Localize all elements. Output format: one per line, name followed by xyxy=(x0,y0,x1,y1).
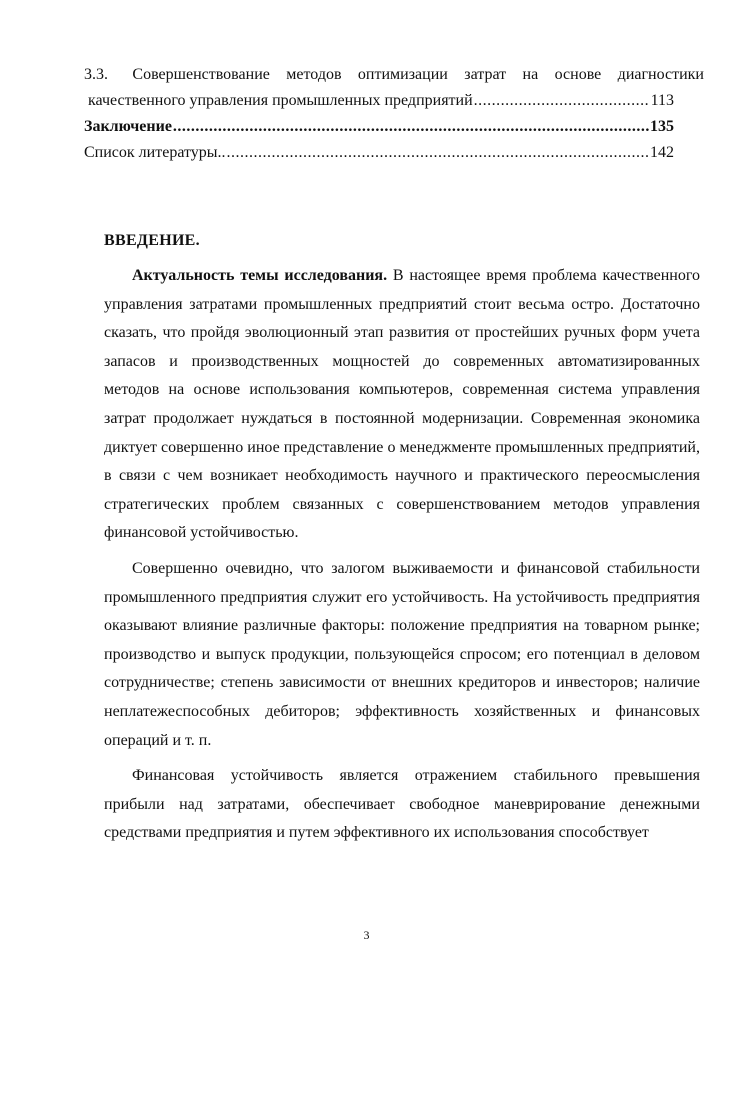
toc-item-page: 113 xyxy=(650,92,674,109)
toc-item-conclusion xyxy=(84,114,674,140)
toc-item-3-3-line1 xyxy=(84,62,704,88)
toc-dot-leader xyxy=(173,114,649,140)
toc-item-bibliography xyxy=(84,140,674,166)
toc-item-page: 135 xyxy=(650,118,674,135)
toc-item-page: 142 xyxy=(650,144,674,161)
toc-item-title-line2: качественного управления промышленных предприятий xyxy=(88,92,473,109)
paragraph: Совершенно очевидно, что залогом выживаемости и финансовой стабильности промышленного предприятия служит его устойчивость. На устойчивость предприятия оказывают влияние различные факторы: положение предприятия на товарном рынке; производство и выпуск продукции, пользующейся спросом; его потенциал в деловом сотрудничестве; степень зависимости от внешних кредиторов и инвесторов; наличие неплатежеспособных дебиторов; эффективность хозяйственных и финансовых операций и т. п. xyxy=(104,559,700,749)
toc-item-title: Заключение xyxy=(84,118,172,135)
toc-item-3-3-line2 xyxy=(84,88,674,114)
paragraph-text: В настоящее время проблема качественного управления затратами промышленных предприятий стоит весьма остро. Достаточно сказать, что пройдя эволюционный этап развития от простейших ручных форм учета запасов и производственных мощностей до современных автоматизированных методов на основе использования компьютеров, современная система управления затрат продолжает нуждаться в постоянной модернизации. Современная экономика диктует совершенно иное представление о менеджменте промышленных предприятий, в связи с чем возникает необходимость научного и практического переосмысления стратегических проблем связанных с совершенствованием методов управления финансовой устойчивостью. xyxy=(104,267,700,542)
table-of-contents xyxy=(84,62,704,166)
paragraph-lead: Актуальность темы исследования. xyxy=(132,267,388,284)
toc-item-number: 3.3. xyxy=(84,66,108,83)
toc-dot-leader xyxy=(474,88,650,114)
page-number: 3 xyxy=(363,928,370,942)
section-heading: ВВЕДЕНИЕ. xyxy=(104,232,200,249)
paragraph: Финансовая устойчивость является отражением стабильного превышения прибыли над затратами, обеспечивает свободное маневрирование денежными средствами предприятия и путем эффективного их использования способствует xyxy=(104,767,700,842)
toc-item-title-line1: Совершенствование методов оптимизации затрат на основе диагностики xyxy=(132,66,704,83)
section-body xyxy=(104,262,700,848)
toc-dot-leader xyxy=(227,140,649,166)
toc-item-title: Список литературы.. xyxy=(84,144,226,161)
paragraph xyxy=(104,262,700,548)
